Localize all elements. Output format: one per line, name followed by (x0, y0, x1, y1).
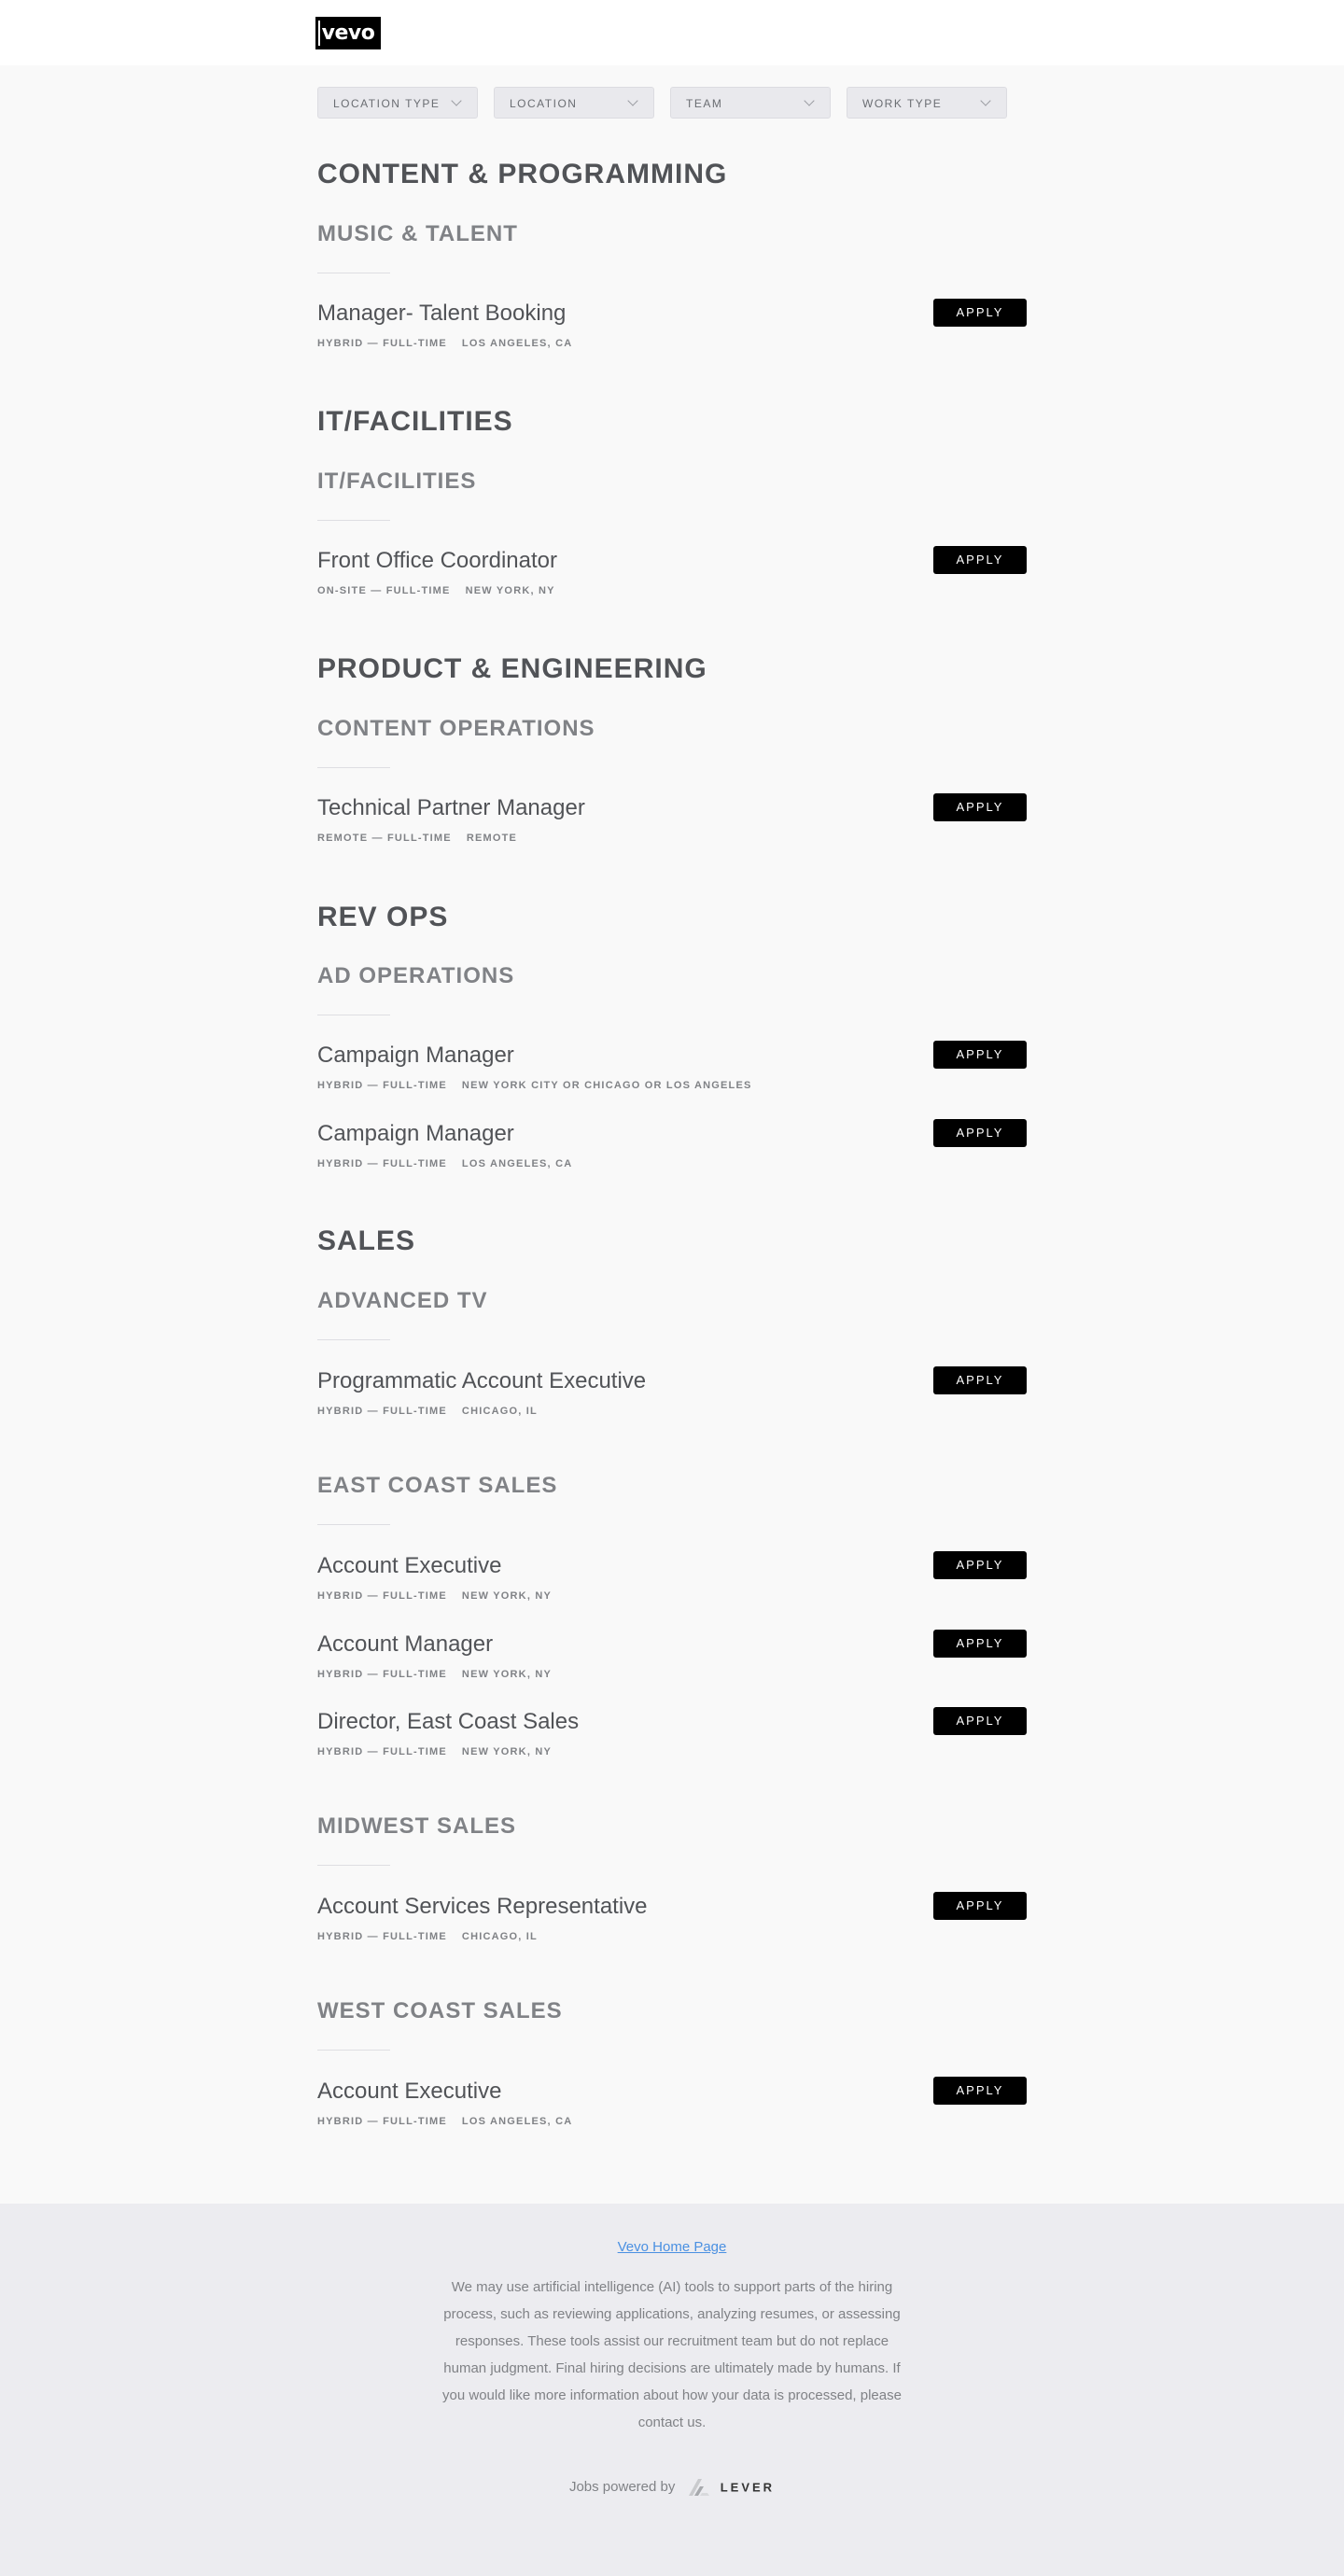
job-posting (317, 2079, 1027, 2144)
posting-commitment: HYBRID — FULL-TIME (317, 1158, 447, 1169)
job-posting (317, 1043, 1027, 1108)
team-title: IT/FACILITIES (317, 469, 477, 494)
department-title: IT/FACILITIES (317, 406, 513, 437)
lever-wordmark[interactable]: LEVER (720, 2480, 776, 2495)
team-divider (317, 2050, 390, 2051)
posting-location: LOS ANGELES, CA (461, 2116, 573, 2127)
posting-commitment: HYBRID — FULL-TIME (317, 2116, 447, 2127)
posting-commitment: HYBRID — FULL-TIME (317, 1669, 447, 1680)
posting-meta (317, 1080, 752, 1091)
posting-meta (317, 833, 517, 844)
posting-meta (317, 1669, 552, 1680)
logo-bar-icon (318, 21, 320, 46)
filter-work-type[interactable] (847, 87, 1007, 119)
posting-location: LOS ANGELES, CA (461, 1158, 573, 1169)
logo-text: vevo (321, 21, 375, 45)
job-posting (317, 795, 1027, 861)
apply-button[interactable]: APPLY (933, 793, 1027, 821)
posting-title[interactable]: Front Office Coordinator (317, 548, 558, 573)
posting-commitment: HYBRID — FULL-TIME (317, 338, 447, 349)
apply-button[interactable]: APPLY (933, 1630, 1027, 1658)
posting-meta (317, 1158, 572, 1169)
posting-location: NEW YORK, NY (461, 1746, 553, 1757)
apply-button[interactable]: APPLY (933, 1892, 1027, 1920)
chevron-down-icon (804, 95, 814, 105)
team-title: AD OPERATIONS (317, 963, 515, 988)
team-title: CONTENT OPERATIONS (317, 716, 595, 741)
posting-commitment: HYBRID — FULL-TIME (317, 1590, 447, 1602)
apply-button[interactable]: APPLY (933, 1366, 1027, 1394)
posting-commitment: HYBRID — FULL-TIME (317, 1080, 447, 1091)
team-title: MIDWEST SALES (317, 1813, 517, 1839)
apply-button[interactable]: APPLY (933, 546, 1027, 574)
posting-commitment: HYBRID — FULL-TIME (317, 1746, 447, 1757)
posting-meta (317, 1590, 552, 1602)
posting-meta (317, 1931, 538, 1942)
posting-location: CHICAGO, IL (461, 1931, 538, 1942)
department-title: REV OPS (317, 902, 449, 932)
filter-label: LOCATION (510, 97, 578, 110)
posting-commitment: ON-SITE — FULL-TIME (317, 585, 451, 596)
posting-title[interactable]: Programmatic Account Executive (317, 1368, 647, 1393)
apply-button[interactable]: APPLY (933, 1707, 1027, 1735)
job-posting (317, 1894, 1027, 1959)
posting-location: CHICAGO, IL (461, 1406, 538, 1417)
filter-label: LOCATION TYPE (333, 97, 441, 110)
job-posting (317, 1631, 1027, 1697)
home-page-link[interactable]: Vevo Home Page (617, 2239, 727, 2255)
vevo-logo[interactable] (315, 17, 381, 49)
team-divider (317, 1524, 390, 1525)
posting-location: NEW YORK, NY (465, 585, 555, 596)
top-bar (0, 0, 1344, 65)
team-title: WEST COAST SALES (317, 1998, 563, 2023)
apply-button[interactable]: APPLY (933, 1551, 1027, 1579)
posting-title[interactable]: Campaign Manager (317, 1121, 514, 1146)
team-divider (317, 1865, 390, 1866)
posting-title[interactable]: Account Executive (317, 1553, 502, 1578)
posting-meta (317, 338, 572, 349)
team-divider (317, 767, 390, 768)
department-title: SALES (317, 1225, 416, 1256)
posting-location: NEW YORK, NY (461, 1669, 553, 1680)
posting-commitment: HYBRID — FULL-TIME (317, 1406, 447, 1417)
posting-title[interactable]: Manager- Talent Booking (317, 301, 567, 326)
chevron-down-icon (627, 95, 637, 105)
powered-by (0, 2477, 1344, 2498)
apply-button[interactable]: APPLY (933, 1041, 1027, 1069)
posting-location: NEW YORK, NY (461, 1590, 553, 1602)
apply-button[interactable]: APPLY (933, 2077, 1027, 2105)
ai-notice: We may use artificial intelligence (AI) tools to support parts of the hiring process, such as reviewing applications, analyzing resumes, or assessing responses. These tools assist our recruitment team but do not replace human judgment. Final hiring decisions are ultimately made by humans. If you would like more information about how your data is processed, please contact us. (442, 2279, 902, 2430)
posting-title[interactable]: Technical Partner Manager (317, 795, 585, 820)
department-title: CONTENT & PROGRAMMING (317, 159, 728, 189)
posting-title[interactable]: Account Executive (317, 2079, 502, 2104)
job-posting (317, 1368, 1027, 1434)
job-posting (317, 1709, 1027, 1774)
posting-title[interactable]: Campaign Manager (317, 1043, 514, 1068)
posting-meta (317, 1406, 538, 1417)
powered-by-text: Jobs powered by (568, 2478, 676, 2495)
posting-title[interactable]: Director, East Coast Sales (317, 1709, 580, 1734)
job-posting (317, 301, 1027, 366)
job-posting (317, 548, 1027, 613)
posting-meta (317, 2116, 572, 2127)
posting-location: NEW YORK CITY OR CHICAGO OR LOS ANGELES (461, 1080, 752, 1091)
filter-label: TEAM (686, 97, 723, 110)
job-posting (317, 1553, 1027, 1618)
posting-location: REMOTE (466, 833, 518, 844)
job-posting (317, 1121, 1027, 1186)
department-title: PRODUCT & ENGINEERING (317, 653, 707, 684)
posting-title[interactable]: Account Services Representative (317, 1894, 648, 1919)
chevron-down-icon (980, 95, 990, 105)
filter-team[interactable] (670, 87, 831, 119)
filter-label: WORK TYPE (862, 97, 943, 110)
chevron-down-icon (451, 95, 461, 105)
posting-commitment: REMOTE — FULL-TIME (317, 833, 452, 844)
posting-commitment: HYBRID — FULL-TIME (317, 1931, 447, 1942)
team-divider (317, 520, 390, 521)
footer (0, 2204, 1344, 2576)
apply-button[interactable]: APPLY (933, 1119, 1027, 1147)
posting-location: LOS ANGELES, CA (461, 338, 573, 349)
posting-meta (317, 1746, 552, 1757)
apply-button[interactable]: APPLY (933, 299, 1027, 327)
posting-title[interactable]: Account Manager (317, 1631, 494, 1657)
team-divider (317, 1339, 390, 1340)
team-title: ADVANCED TV (317, 1288, 488, 1313)
lever-logo-icon (687, 2477, 711, 2498)
team-title: MUSIC & TALENT (317, 221, 518, 246)
posting-meta (317, 585, 555, 596)
filter-location-type[interactable] (317, 87, 478, 119)
filter-location[interactable] (494, 87, 654, 119)
team-title: EAST COAST SALES (317, 1473, 558, 1498)
